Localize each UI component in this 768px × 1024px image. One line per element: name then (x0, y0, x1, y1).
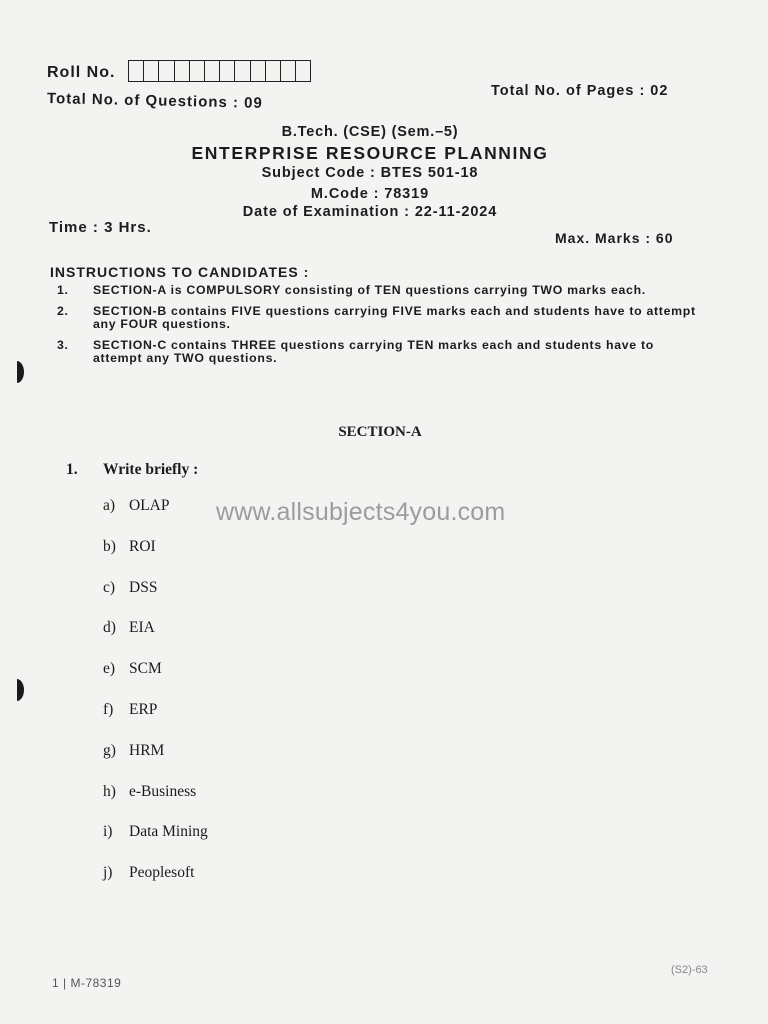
roll-number-box[interactable] (128, 60, 143, 82)
roll-number-box[interactable] (143, 60, 158, 82)
question-part (103, 701, 208, 742)
roll-number-box[interactable] (219, 60, 234, 82)
instruction-text: SECTION-B contains FIVE questions carrying FIVE marks each and students have to attempt any FOUR questions. (93, 304, 696, 331)
instruction-number: 2. (57, 304, 69, 318)
part-text: Peoplesoft (129, 864, 195, 882)
instruction-item (57, 339, 697, 365)
part-text: ROI (129, 537, 156, 555)
question-part (103, 619, 208, 660)
roll-number-box[interactable] (174, 60, 189, 82)
question-number: 1. (66, 461, 78, 478)
roll-number-box[interactable] (265, 60, 280, 82)
question-parts-list (103, 497, 208, 905)
instruction-number: 3. (57, 338, 69, 352)
part-text: ERP (129, 700, 158, 718)
part-label: a) (103, 497, 116, 514)
instruction-item (57, 305, 697, 331)
part-text: SCM (129, 660, 162, 678)
roll-number-box[interactable] (204, 60, 219, 82)
part-label: d) (103, 619, 116, 637)
part-label: h) (103, 782, 116, 800)
roll-number-box[interactable] (158, 60, 173, 82)
instruction-item (57, 284, 697, 297)
punch-hole-mark (10, 361, 24, 383)
part-label: i) (103, 823, 113, 841)
part-text: Data Mining (129, 823, 208, 841)
roll-number-box[interactable] (250, 60, 265, 82)
roll-number-box[interactable] (189, 60, 204, 82)
course-title: ENTERPRISE RESOURCE PLANNING (191, 143, 549, 163)
max-marks: Max. Marks : 60 (555, 230, 674, 246)
part-label: g) (103, 741, 116, 759)
part-label: j) (103, 864, 113, 882)
question-part (103, 579, 208, 620)
part-text: OLAP (129, 497, 170, 514)
part-text: HRM (129, 741, 165, 759)
roll-number-box[interactable] (280, 60, 295, 82)
roll-number-box[interactable] (295, 60, 311, 82)
roll-number-label: Roll No. (47, 64, 116, 81)
instruction-text: SECTION-C contains THREE questions carrying TEN marks each and students have to attempt any TWO questions. (93, 338, 654, 365)
question-part (103, 660, 208, 701)
roll-number-boxes[interactable] (128, 60, 311, 82)
watermark: www.allsubjects4you.com (216, 498, 506, 526)
question-part (103, 497, 208, 538)
question-part (103, 742, 208, 783)
part-label: c) (103, 578, 116, 596)
exam-time: Time : 3 Hrs. (49, 219, 152, 236)
instructions-heading: INSTRUCTIONS TO CANDIDATES : (50, 264, 310, 280)
question-part (103, 783, 208, 824)
exam-date: Date of Examination : 22-11-2024 (242, 204, 498, 220)
question-part (103, 864, 208, 905)
roll-number-box[interactable] (234, 60, 249, 82)
instruction-number: 1. (57, 283, 69, 297)
total-questions: Total No. of Questions : 09 (46, 90, 264, 112)
program-line: B.Tech. (CSE) (Sem.–5) (281, 124, 459, 140)
part-text: e-Business (129, 782, 197, 800)
part-text: EIA (129, 619, 155, 637)
part-label: b) (103, 537, 116, 555)
question-text: Write briefly : (103, 461, 199, 478)
question-part (103, 538, 208, 579)
instructions-list (57, 284, 697, 373)
section-title: SECTION-A (338, 424, 422, 440)
footer-page-code: 1 | M-78319 (52, 976, 122, 990)
total-pages: Total No. of Pages : 02 (491, 83, 669, 99)
part-label: f) (103, 700, 114, 718)
question-part (103, 823, 208, 864)
punch-hole-mark (10, 679, 24, 701)
m-code: M.Code : 78319 (310, 186, 430, 202)
subject-code: Subject Code : BTES 501-18 (261, 165, 479, 181)
part-label: e) (103, 660, 116, 678)
instruction-text: SECTION-A is COMPULSORY consisting of TEN questions carrying TWO marks each. (93, 283, 646, 297)
footer-paper-code: (S2)-63 (671, 964, 708, 976)
part-text: DSS (129, 578, 158, 596)
